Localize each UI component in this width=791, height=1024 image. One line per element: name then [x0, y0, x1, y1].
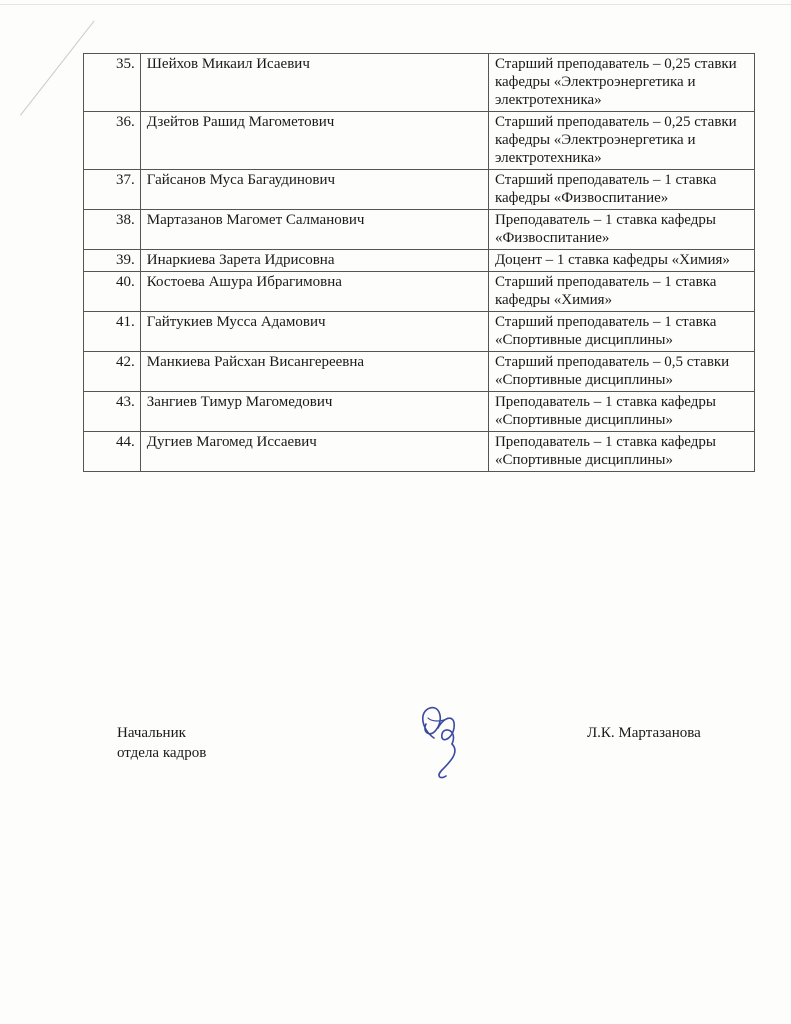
employee-position: Доцент – 1 ставка кафедры «Химия»	[488, 250, 754, 272]
table-row	[84, 210, 755, 250]
staff-table	[83, 53, 755, 472]
row-number: 35.	[84, 54, 141, 112]
row-number: 36.	[84, 112, 141, 170]
signer-title-block	[117, 723, 206, 763]
handwritten-signature	[412, 700, 472, 785]
employee-name: Костоева Ашура Ибрагимовна	[140, 272, 488, 312]
employee-name: Манкиева Райсхан Висангереевна	[140, 352, 488, 392]
employee-position: Старший преподаватель – 0,5 ставки «Спортивные дисциплины»	[488, 352, 754, 392]
row-number: 43.	[84, 392, 141, 432]
row-number: 41.	[84, 312, 141, 352]
employee-name: Мартазанов Магомет Салманович	[140, 210, 488, 250]
table-row	[84, 54, 755, 112]
row-number: 42.	[84, 352, 141, 392]
row-number: 38.	[84, 210, 141, 250]
employee-position: Старший преподаватель – 1 ставка кафедры «Физвоспитание»	[488, 170, 754, 210]
employee-name: Инаркиева Зарета Идрисовна	[140, 250, 488, 272]
staff-table-body	[84, 54, 755, 472]
signer-title-line2: отдела кадров	[117, 745, 207, 761]
employee-position: Преподаватель – 1 ставка кафедры «Спортивные дисциплины»	[488, 392, 754, 432]
employee-position: Старший преподаватель – 0,25 ставки кафедры «Электроэнергетика и электротехника»	[488, 112, 754, 170]
employee-position: Преподаватель – 1 ставка кафедры «Физвоспитание»	[488, 210, 754, 250]
table-row	[84, 112, 755, 170]
employee-position: Старший преподаватель – 0,25 ставки кафедры «Электроэнергетика и электротехника»	[488, 54, 754, 112]
scan-top-edge	[0, 4, 791, 5]
row-number: 40.	[84, 272, 141, 312]
table-row	[84, 250, 755, 272]
table-row	[84, 312, 755, 352]
table-row	[84, 432, 755, 472]
employee-name: Гайтукиев Мусса Адамович	[140, 312, 488, 352]
employee-position: Старший преподаватель – 1 ставка кафедры «Химия»	[488, 272, 754, 312]
employee-name: Шейхов Микаил Исаевич	[140, 54, 488, 112]
table-row	[84, 392, 755, 432]
row-number: 39.	[84, 250, 141, 272]
row-number: 44.	[84, 432, 141, 472]
signer-name: Л.К. Мартазанова	[587, 725, 701, 741]
table-row	[84, 170, 755, 210]
table-row	[84, 272, 755, 312]
signer-title-line1: Начальник	[117, 725, 186, 741]
employee-name: Дугиев Магомед Иссаевич	[140, 432, 488, 472]
employee-name: Дзейтов Рашид Магометович	[140, 112, 488, 170]
row-number: 37.	[84, 170, 141, 210]
employee-position: Старший преподаватель – 1 ставка «Спортивные дисциплины»	[488, 312, 754, 352]
table-row	[84, 352, 755, 392]
employee-position: Преподаватель – 1 ставка кафедры «Спортивные дисциплины»	[488, 432, 754, 472]
employee-name: Зангиев Тимур Магомедович	[140, 392, 488, 432]
employee-name: Гайсанов Муса Багаудинович	[140, 170, 488, 210]
